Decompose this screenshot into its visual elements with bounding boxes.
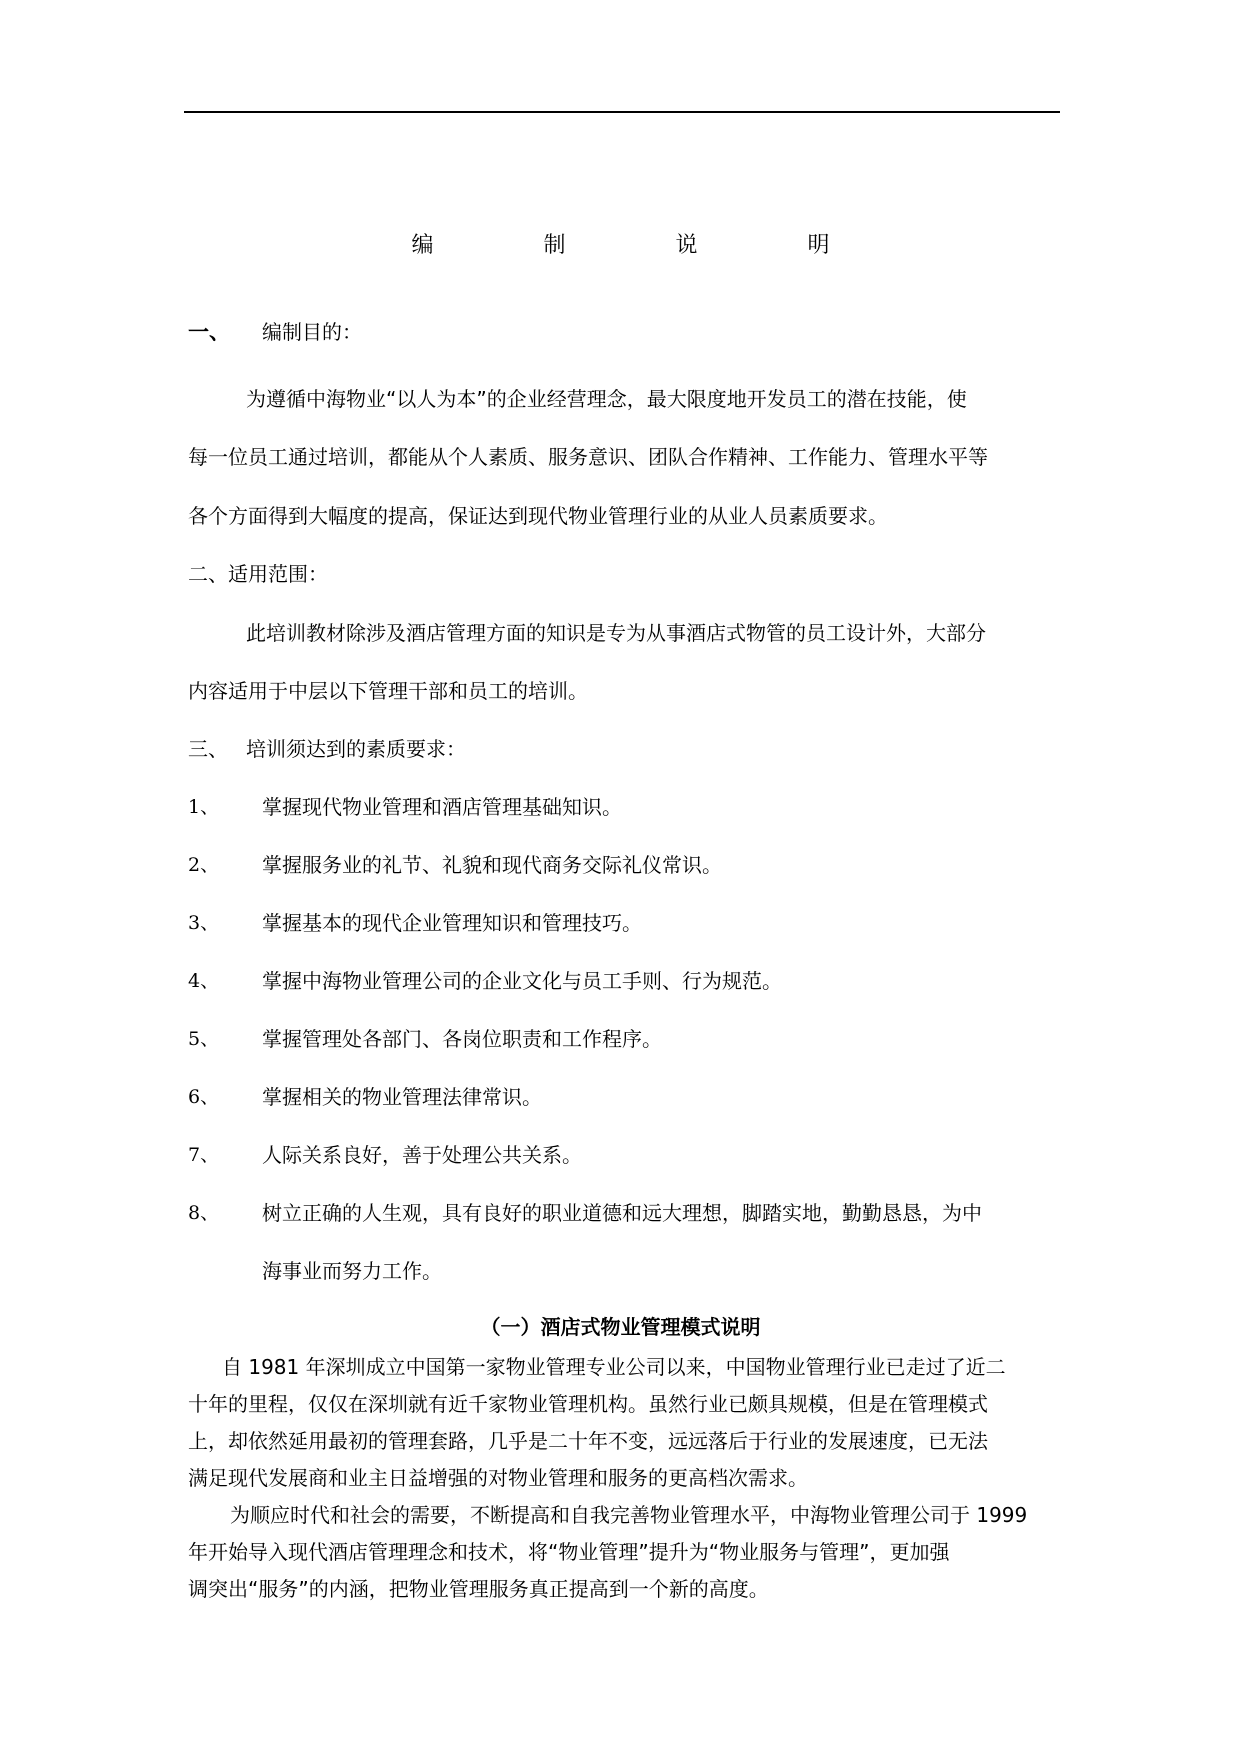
paragraph-line: 为顺应时代和社会的需要，不断提高和自我完善物业管理水平，中海物业管理公司于 1999 bbox=[230, 1503, 1028, 1527]
list-item-text: 掌握基本的现代企业管理知识和管理技巧。 bbox=[262, 911, 642, 935]
paragraph-line: 满足现代发展商和业主日益增强的对物业管理和服务的更高档次需求。 bbox=[188, 1466, 808, 1490]
part1-heading: （一）酒店式物业管理模式说明 bbox=[480, 1315, 761, 1339]
list-item-text: 掌握中海物业管理公司的企业文化与员工手则、行为规范。 bbox=[262, 969, 782, 993]
list-item-text: 掌握管理处各部门、各岗位职责和工作程序。 bbox=[262, 1027, 662, 1051]
header-rule bbox=[184, 111, 1060, 113]
list-item-text-continued: 海事业而努力工作。 bbox=[262, 1259, 442, 1283]
paragraph-line: 自 1981 年深圳成立中国第一家物业管理专业公司以来，中国物业管理行业已走过了近二 bbox=[222, 1355, 1006, 1379]
list-item-number: 5、 bbox=[188, 1028, 220, 1050]
list-item-number: 8、 bbox=[188, 1202, 220, 1224]
paragraph-line: 上，却依然延用最初的管理套路，几乎是二十年不变，远远落后于行业的发展速度，已无法 bbox=[188, 1429, 988, 1453]
section2-line-1: 此培训教材除涉及酒店管理方面的知识是专为从事酒店式物管的员工设计外，大部分 bbox=[246, 621, 986, 645]
list-item-text: 树立正确的人生观，具有良好的职业道德和远大理想，脚踏实地，勤勤恳恳，为中 bbox=[262, 1201, 982, 1225]
section1-line-3: 各个方面得到大幅度的提高，保证达到现代物业管理行业的从业人员素质要求。 bbox=[188, 504, 888, 528]
list-item-text: 掌握现代物业管理和酒店管理基础知识。 bbox=[262, 795, 622, 819]
list-item-number: 1、 bbox=[188, 796, 220, 818]
section2-line-2: 内容适用于中层以下管理干部和员工的培训。 bbox=[188, 679, 588, 703]
section3-heading: 培训须达到的素质要求： bbox=[246, 737, 466, 761]
list-item-number: 4、 bbox=[188, 970, 220, 992]
section1-line-2: 每一位员工通过培训，都能从个人素质、服务意识、团队合作精神、工作能力、管理水平等 bbox=[188, 445, 988, 469]
part1-paragraph-1 bbox=[188, 1349, 1068, 1497]
section3-marker: 三、 bbox=[188, 737, 228, 761]
list-item-number: 2、 bbox=[188, 854, 220, 876]
list-item-number: 3、 bbox=[188, 912, 220, 934]
section1-marker: 一、 bbox=[188, 320, 230, 344]
list-item-number: 6、 bbox=[188, 1086, 220, 1108]
paragraph-line: 调突出“服务”的内涵，把物业管理服务真正提高到一个新的高度。 bbox=[188, 1577, 769, 1601]
list-item-text: 掌握服务业的礼节、礼貌和现代商务交际礼仪常识。 bbox=[262, 853, 722, 877]
list-item-text: 掌握相关的物业管理法律常识。 bbox=[262, 1085, 542, 1109]
page-title: 编 制 说 明 bbox=[411, 233, 874, 258]
section2-heading: 二、适用范围： bbox=[188, 562, 328, 586]
list-item-number: 7、 bbox=[188, 1144, 220, 1166]
list-item-text: 人际关系良好，善于处理公共关系。 bbox=[262, 1143, 582, 1167]
section1-line-1: 为遵循中海物业“以人为本”的企业经营理念，最大限度地开发员工的潜在技能，使 bbox=[246, 387, 967, 411]
part1-paragraph-2 bbox=[188, 1497, 1068, 1608]
paragraph-line: 十年的里程，仅仅在深圳就有近千家物业管理机构。虽然行业已颇具规模，但是在管理模式 bbox=[188, 1392, 988, 1416]
section1-heading: 编制目的： bbox=[262, 320, 362, 344]
paragraph-line: 年开始导入现代酒店管理理念和技术，将“物业管理”提升为“物业服务与管理”，更加强 bbox=[188, 1540, 950, 1564]
